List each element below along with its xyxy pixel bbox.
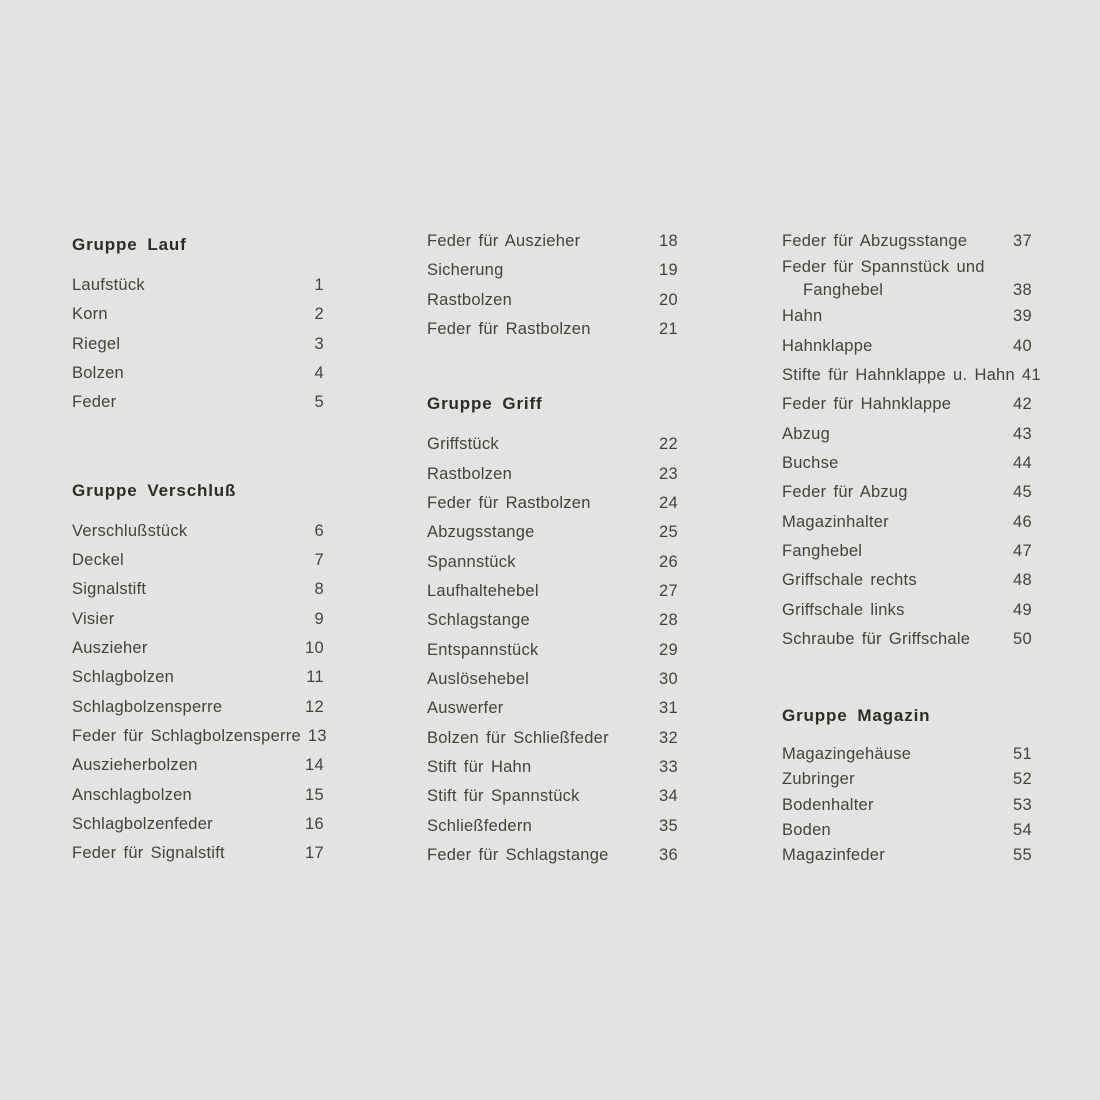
part-number: 52 [1012,770,1032,789]
part-label: Sicherung [427,261,504,280]
part-label: Deckel [72,550,124,569]
part-number: 15 [304,785,324,804]
part-number: 38 [1012,281,1032,300]
group-heading: Gruppe Lauf [72,235,187,254]
parts-section [427,227,678,344]
part-number: 49 [1012,600,1032,619]
part-label: Zubringer [782,770,855,789]
part-number: 27 [658,581,678,600]
part-number: 45 [1012,483,1032,502]
part-number: 26 [658,552,678,571]
parts-row [72,722,327,751]
part-number: 41 [1021,365,1041,384]
parts-row [72,575,324,604]
parts-row [782,818,1032,843]
part-label: Feder für Schlagbolzensperre [72,726,301,745]
part-number: 36 [658,845,678,864]
parts-row [72,839,324,868]
part-label: Stifte für Hahnklappe u. Hahn [782,365,1015,384]
part-label: Magazinfeder [782,846,885,865]
part-label: Laufhaltehebel [427,581,539,600]
parts-row [427,489,678,518]
parts-row [782,843,1032,868]
part-number: 1 [314,276,324,294]
parts-row [782,508,1032,537]
parts-row [72,693,324,722]
part-number: 33 [658,757,678,776]
parts-row [782,478,1032,507]
part-label: Schlagbolzensperre [72,697,223,716]
part-number: 25 [658,523,678,542]
part-number: 2 [314,305,324,324]
parts-row [782,566,1032,595]
part-number: 22 [658,435,678,454]
part-label: Magazingehäuse [782,745,912,764]
part-label: Feder für Abzug [782,483,908,502]
part-number: 39 [1012,307,1032,326]
parts-row [782,742,1032,767]
parts-row [782,420,1032,449]
part-label: Feder für Rastbolzen [427,493,591,512]
part-label: Feder für Auszieher [427,232,581,250]
part-label: Korn [72,305,108,324]
part-number: 43 [1012,424,1032,443]
parts-row [427,636,678,665]
part-number: 10 [304,638,324,657]
part-label: Anschlagbolzen [72,785,192,804]
group-heading: Gruppe Magazin [782,706,931,726]
part-label: Stift für Hahn [427,757,532,776]
parts-row [72,781,324,810]
parts-row [427,518,678,547]
part-number: 40 [1012,336,1032,355]
parts-row [427,665,678,694]
parts-section [782,705,1032,868]
part-label: Griffschale links [782,600,905,619]
part-label: Feder [72,393,117,412]
part-label: Bodenhalter [782,795,874,814]
parts-row [782,793,1032,818]
group-heading: Gruppe Verschluß [72,480,237,500]
part-label: Feder für Abzugsstange [782,232,968,250]
parts-row [427,460,678,489]
part-number: 21 [658,319,678,338]
part-label-line1: Feder für Spannstück und [782,258,985,277]
parts-row [782,625,1032,654]
part-number: 5 [314,393,324,412]
parts-row [427,315,678,344]
part-number: 42 [1012,395,1032,414]
part-label: Bolzen für Schließfeder [427,728,609,747]
part-number: 12 [304,697,324,716]
part-label: Schlagbolzen [72,668,175,687]
part-label: Bolzen [72,363,124,382]
part-label: Entspannstück [427,640,539,659]
parts-row [427,841,678,870]
part-number: 51 [1012,745,1032,764]
part-label: Griffschale rechts [782,571,917,590]
parts-section [782,227,1041,654]
parts-row [72,546,324,575]
part-number: 18 [658,232,678,250]
parts-row [427,577,678,606]
parts-row [427,606,678,635]
part-number: 23 [658,464,678,483]
part-label: Stift für Spannstück [427,787,580,806]
part-label: Schlagbolzenfeder [72,814,213,833]
parts-row [72,517,324,546]
part-label: Schlagstange [427,611,530,630]
part-number: 55 [1012,846,1032,865]
part-label: Fanghebel [782,541,863,560]
part-label: Abzug [782,424,831,443]
part-number: 9 [314,609,324,628]
part-number: 53 [1012,795,1032,814]
part-label: Boden [782,820,831,839]
part-label-line2: Fanghebel [803,281,884,300]
part-number: 17 [304,844,324,863]
part-label: Auswerfer [427,699,504,718]
part-number: 54 [1012,820,1032,839]
part-number: 20 [658,290,678,309]
part-label: Signalstift [72,580,147,599]
parts-row [427,256,678,285]
parts-row [72,388,324,417]
part-number: 34 [658,787,678,806]
part-number: 35 [658,816,678,835]
part-label: Feder für Rastbolzen [427,319,591,338]
part-number: 32 [658,728,678,747]
part-label: Auszieher [72,638,148,657]
part-number: 16 [304,814,324,833]
part-number: 50 [1012,629,1032,648]
part-label: Feder für Schlagstange [427,845,609,864]
parts-row [782,596,1032,625]
parts-row [72,663,324,692]
parts-section [72,234,324,418]
parts-row [72,359,324,388]
parts-row [72,300,324,329]
parts-column-1 [72,234,327,869]
parts-row [427,227,678,256]
part-label: Hahn [782,307,823,326]
part-number: 24 [658,493,678,512]
parts-row [427,286,678,315]
parts-row [782,390,1032,419]
parts-column-3 [782,227,1041,868]
parts-row [427,548,678,577]
part-label: Magazinhalter [782,512,889,531]
part-label: Auszieherbolzen [72,756,198,775]
parts-row [72,605,324,634]
parts-row [427,430,678,459]
part-label: Spannstück [427,552,516,571]
part-number: 28 [658,611,678,630]
parts-row [72,271,324,300]
parts-row [782,302,1032,331]
parts-row [72,634,324,663]
parts-row [782,449,1032,478]
part-label: Hahnklappe [782,336,873,355]
part-number: 6 [314,521,324,540]
part-number: 30 [658,669,678,688]
part-number: 8 [314,580,324,599]
part-label: Schraube für Griffschale [782,629,971,648]
parts-row [72,810,324,839]
part-label: Feder für Signalstift [72,844,225,863]
part-label: Griffstück [427,435,499,454]
part-label: Buchse [782,453,839,472]
part-number: 31 [658,699,678,718]
parts-row [427,753,678,782]
part-label: Feder für Hahnklappe [782,395,952,414]
parts-row [427,724,678,753]
part-number: 4 [314,363,324,382]
part-label: Rastbolzen [427,290,513,309]
parts-row [782,537,1032,566]
part-number: 29 [658,640,678,659]
parts-row [782,767,1032,792]
group-heading: Gruppe Griff [427,394,543,414]
part-number: 13 [307,726,327,745]
parts-row [427,782,678,811]
part-label: Laufstück [72,276,145,294]
parts-column-2 [427,227,678,870]
part-label: Schließfedern [427,816,533,835]
parts-row [72,330,324,359]
part-number: 19 [658,261,678,280]
part-number: 14 [304,756,324,775]
parts-row [72,751,324,780]
parts-row [782,279,1032,302]
part-label: Abzugsstange [427,523,535,542]
part-label: Verschlußstück [72,521,188,540]
part-number: 11 [306,668,324,687]
part-number: 37 [1012,232,1032,250]
parts-row [782,227,1032,256]
parts-section [427,393,678,870]
part-number: 48 [1012,571,1032,590]
parts-row [427,694,678,723]
part-label: Riegel [72,334,121,353]
parts-row [427,812,678,841]
part-number: 46 [1012,512,1032,531]
part-label: Visier [72,609,115,628]
part-number: 44 [1012,453,1032,472]
part-number: 3 [314,334,324,353]
parts-section [72,480,327,869]
parts-row [782,361,1041,390]
part-label: Rastbolzen [427,464,513,483]
part-number: 47 [1012,541,1032,560]
part-label: Auslösehebel [427,669,530,688]
part-number: 7 [314,550,324,569]
parts-row [782,332,1032,361]
